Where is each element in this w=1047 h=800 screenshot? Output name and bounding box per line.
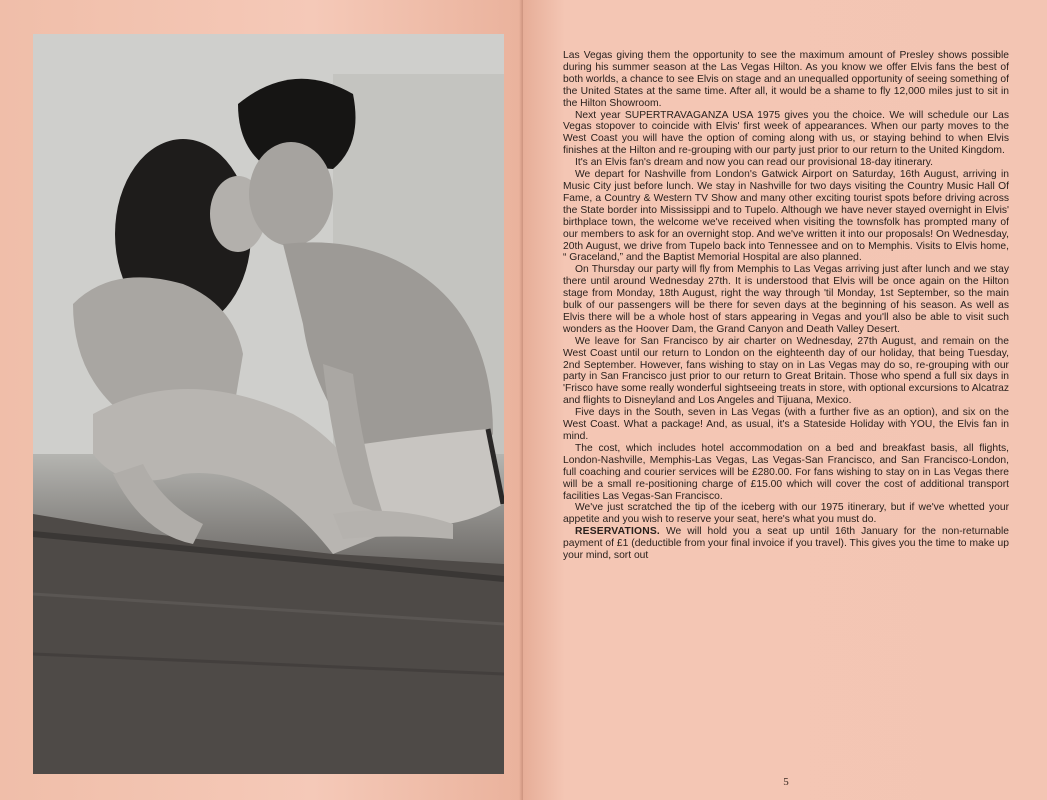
reservations-text: We will hold you a seat up until 16th January for the non-returnable payment of £1 (deductible from your final invoice if you travel). This gives you the time to make up your mind, sort out (563, 526, 1009, 562)
left-page (0, 0, 523, 800)
paragraph-7: Five days in the South, seven in Las Vegas (with a further five as an option), and six on the West Coast. What a package! And, as usual, it's a Stateside Holiday with YOU, the Elvis fan in mind. (563, 407, 1009, 442)
paragraph-3: It's an Elvis fan's dream and now you can read our provisional 18-day itinerary. (575, 157, 934, 169)
paragraph-2: Next year SUPERTRAVAGANZA USA 1975 gives you the choice. We will schedule our Las Vegas stopover to coincide with Elvis' first week of appearances. When our party moves to the West Coast you will have the option of coming along with us, or staying behind to when Elvis finishes at the Hilton and re-grouping with our party just prior to our return to the United Kingdom. (563, 109, 1009, 157)
paragraph-6: We leave for San Francisco by air charter on Wednesday, 27th August, and remain on the West Coast until our return to London on the eighteenth day of our holiday, that being Tuesday, 2nd September. However, fans wishing to stay on in Las Vegas may do so, re-grouping with our party in San Francisco just prior to our return to Great Britain. Those who spend a full six days in 'Frisco have some really wonderful sightseeing treats in store, with optional excursions to Alcatraz and flights to Disneyland and Los Angeles and Tijuana, Mexico. (563, 335, 1009, 407)
article-body (563, 50, 1009, 562)
photograph-couple-kissing-on-boat (33, 34, 504, 774)
paragraph-4: We depart for Nashville from London's Gatwick Airport on Saturday, 16th August, arriving in Music City just before lunch. We stay in Nashville for two days visiting the Country Music Hall Of Fame, a Country & Western TV Show and many other exciting tourist spots before driving across the State border into Mississippi and to Tupelo. Although we have never stayed overnight in Elvis' birthplace town, the welcome we've received when visiting the townsfolk has prompted many of our members to ask for an overnight stop. And we've written it into our proposals! On Wednesday, 20th August, we drive from Tupelo back into Tennessee and on to Memphis. Visits to Elvis home, “ Graceland,” and the Baptist Memorial Hospital are also planned. (563, 169, 1009, 264)
paragraph-8: The cost, which includes hotel accommodation on a bed and breakfast basis, all flights, London-Nashville, Memphis-Las Vegas, Las Vegas-San Francisco, and San Francisco-London, full coaching and courier services will be £280.00. For fans wishing to stay on in Las Vegas there will be a small re-positioning charge of £15.00 which will cover the cost of additional transport facilities Las Vegas-San Francisco. (563, 442, 1009, 502)
paragraph-1: Las Vegas giving them the opportunity to see the maximum amount of Presley shows possible during his summer season at the Las Vegas Hilton. As you know we offer Elvis fans the best of both worlds, a chance to see Elvis on stage and an unequalled opportunity of seeing something of the United States at the same time. After all, it would be a shame to fly 12,000 miles just to sit in the Hilton Showroom. (563, 50, 1009, 109)
photo-illustration (33, 34, 504, 774)
paragraph-5: On Thursday our party will fly from Memphis to Las Vegas arriving just after lunch and we stay there until around Wednesday 27th. It is understood that Elvis will be once again on the Hilton stage from Monday, 18th August, right the way through 'til Monday, 1st September, so the main bulk of our passengers will be there for seven days at the beginning of his season. As well as Elvis there will be a whole host of stars appearing in Vegas and you'll also be able to visit such wonders as the Hoover Dam, the Grand Canyon and Death Valley Desert. (563, 264, 1009, 335)
paragraph-9: We've just scratched the tip of the iceberg with our 1975 itinerary, but if we've whetted your appetite and you wish to reserve your seat, here's what you must do. (563, 502, 1009, 526)
reservations-paragraph (563, 526, 1009, 562)
page-number: 5 (783, 776, 789, 788)
reservations-heading: RESERVATIONS. (575, 526, 660, 538)
